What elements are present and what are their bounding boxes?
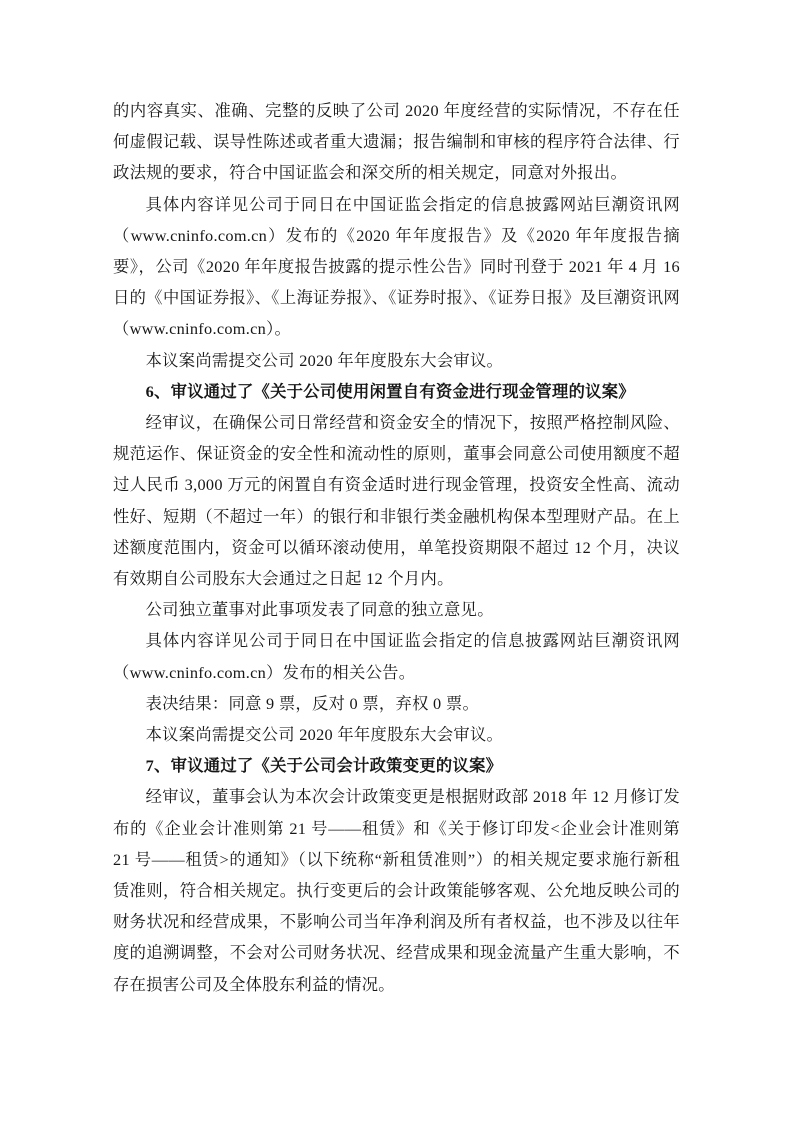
paragraph-submit-to-shareholders-meeting-1: 本议案尚需提交公司 2020 年年度股东大会审议。 bbox=[145, 350, 504, 370]
resolution-heading-6-idle-funds-cash-management: 6、审议通过了《关于公司使用闲置自有资金进行现金管理的议案》 bbox=[145, 381, 635, 401]
paragraph-accounting-policy-change-details: 经审议，董事会认为本次会计政策变更是根据财政部 2018 年 12 月修订发布的《企业会计准则第 21 号——租赁》和《关于修订印发<企业会计准则第 21 号——租赁>的通知》（以下统称“新租赁准则”）的相关规定要求施行新租赁准则，符合相关规定。执行变更后的会计政策能够客观、公允地反映公司的财务状况和经营成果，不影响公司当年净利润及所有者权益，也不涉及以往年度的追溯调整，不会对公司财务状况、经营成果和现金流量产生重大影响，不存在损害公司及全体股东利益的情况。 bbox=[113, 787, 680, 994]
paragraph-submit-to-shareholders-meeting-2: 本议案尚需提交公司 2020 年年度股东大会审议。 bbox=[145, 725, 504, 745]
paragraph-independent-directors-opinion: 公司独立董事对此事项发表了同意的独立意见。 bbox=[145, 600, 494, 620]
paragraph-disclosure-details-related-announcement: 具体内容详见公司于同日在中国证监会指定的信息披露网站巨潮资讯网（www.cninfo.com.cn）发布的相关公告。 bbox=[113, 631, 680, 682]
paragraph-cash-management-details: 经审议，在确保公司日常经营和资金安全的情况下，按照严格控制风险、规范运作、保证资金的安全性和流动性的原则，董事会同意公司使用额度不超过人民币 3,000 万元的闲置自有资金适时进行现金管理，投资安全性高、流动性好、短期（不超过一年）的银行和非银行类金融机构保本型理财产品。在上述额度范围内，资金可以循环滚动使用，单笔投资期限不超过 12 个月，决议有效期自公司股东大会通过之日起 12 个月内。 bbox=[113, 413, 680, 589]
paragraph-disclosure-details-annual-report: 具体内容详见公司于同日在中国证监会指定的信息披露网站巨潮资讯网（www.cninfo.com.cn）发布的《2020 年年度报告》及《2020 年年度报告摘要》，公司《2020 年年度报告披露的提示性公告》同时刊登于 2021 年 4 月 16 日的《中国证券报》、《上海证券报》、《证券时报》、《证券日报》及巨潮资讯网（www.cninfo.com.cn）。 bbox=[113, 194, 680, 339]
resolution-heading-7-accounting-policy-change: 7、审议通过了《关于公司会计政策变更的议案》 bbox=[145, 756, 503, 776]
paragraph-annual-report-opinion-continuation: 的内容真实、准确、完整的反映了公司 2020 年度经营的实际情况，不存在任何虚假记载、误导性陈述或者重大遗漏；报告编制和审核的程序符合法律、行政法规的要求，符合中国证监会和深交所的相关规定，同意对外报出。 bbox=[113, 101, 680, 183]
document-body bbox=[113, 95, 680, 1000]
paragraph-voting-result: 表决结果：同意 9 票，反对 0 票，弃权 0 票。 bbox=[145, 693, 480, 713]
